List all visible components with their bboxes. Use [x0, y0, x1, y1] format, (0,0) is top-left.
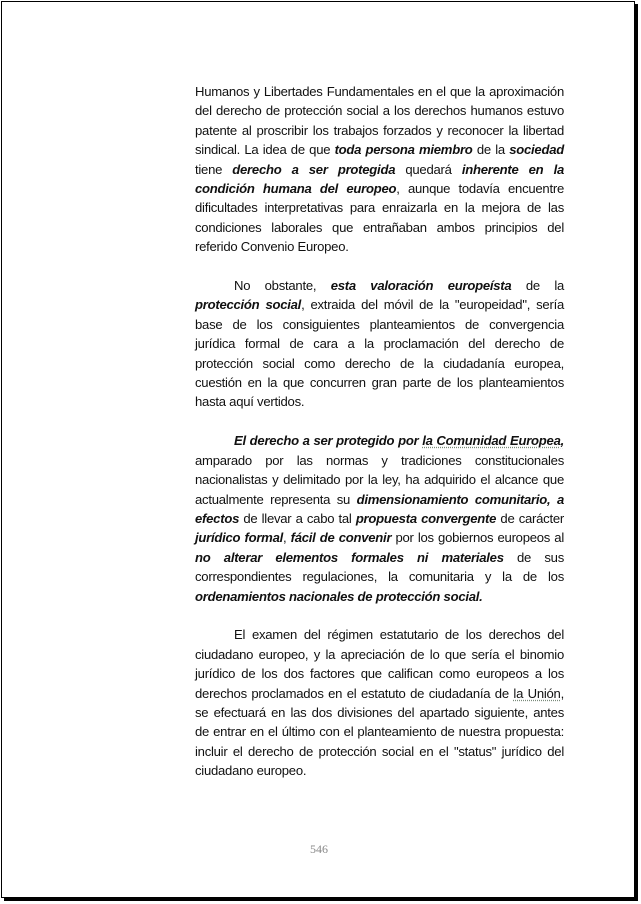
text-run: , aunque todavía encuentre dificultades interpretativas para enraizarla en la mejora de las condiciones laborales que entrañaban ambos principios del referido Convenio Europeo. — [195, 181, 564, 255]
text-run: de sus correspondientes regulaciones, la comunitaria y la de los — [195, 549, 564, 585]
emphasized-text: toda persona miembro — [334, 142, 473, 158]
text-run: de llevar a cabo tal — [239, 510, 356, 526]
page-number: 546 — [310, 842, 328, 856]
text-run: quedará — [395, 161, 462, 177]
emphasized-text: fácil de convenir — [290, 530, 392, 546]
body-text — [195, 82, 564, 800]
emphasized-text: la Comunidad Europea, — [422, 433, 564, 449]
emphasized-text: jurídico formal — [195, 530, 283, 546]
emphasized-text: esta valoración europeísta — [330, 278, 512, 294]
emphasized-text: propuesta convergente — [355, 510, 497, 526]
emphasized-text: inherente en la condición humana del europeo — [195, 161, 564, 197]
text-run: de la — [511, 278, 565, 294]
emphasized-text: ordenamientos nacionales de protección social. — [195, 588, 483, 604]
text-run: amparado por las normas y tradiciones constitucionales nacionalistas y delimitado por la ley, ha adquirido el alcance que actualmente representa su — [195, 452, 564, 507]
emphasized-text: derecho a ser protegida — [232, 161, 396, 177]
text-run: la Unión — [513, 685, 561, 701]
text-run: El examen del régimen estatutario de los derechos del ciudadano europeo, y la apreciación de lo que sería el binomio jurídico de los dos factores que califican como europeos a los derechos proclamados en el estatuto de ciudadanía de — [195, 627, 564, 701]
document-page — [1, 1, 635, 898]
paragraph — [195, 431, 564, 606]
emphasized-text: no alterar elementos formales ni materiales — [195, 549, 504, 565]
text-run: de la — [472, 142, 510, 158]
paragraph — [195, 276, 564, 412]
text-run: , — [283, 530, 291, 546]
paragraph — [195, 82, 564, 257]
text-run: , extraida del móvil de la "europeidad", sería base de los consiguientes planteamientos de convergencia jurídica formal de cara a la proclamación del derecho de protección social como derecho de la ciudadanía europea, cuestión en la que concurren gran parte de los planteamientos hasta aquí vertidos. — [195, 297, 564, 410]
paragraph — [195, 625, 564, 780]
emphasized-text: sociedad — [509, 142, 564, 158]
text-run: No obstante, — [234, 278, 331, 294]
text-run: Humanos y Libertades Fundamentales en el que la aproximación del derecho de protección social a los derechos humanos estuvo patente al proscribir los trabajos forzados y reconocer la libertad sindical. La idea de que — [195, 84, 564, 158]
emphasized-text: El derecho a ser protegido por — [234, 433, 423, 449]
emphasized-text: protección social — [195, 297, 302, 313]
emphasized-text: dimensionamiento comunitario, a efectos — [195, 491, 564, 526]
text-run: , se efectuará en las dos divisiones del apartado siguiente, antes de entrar en el último con el planteamiento de nuestra propuesta: incluir el derecho de protección social en el "status" jurídico del ciudadano europeo. — [195, 685, 564, 779]
text-run: de carácter — [496, 510, 565, 526]
text-run: tiene — [195, 161, 233, 177]
text-run: por los gobiernos europeos al — [391, 530, 564, 546]
